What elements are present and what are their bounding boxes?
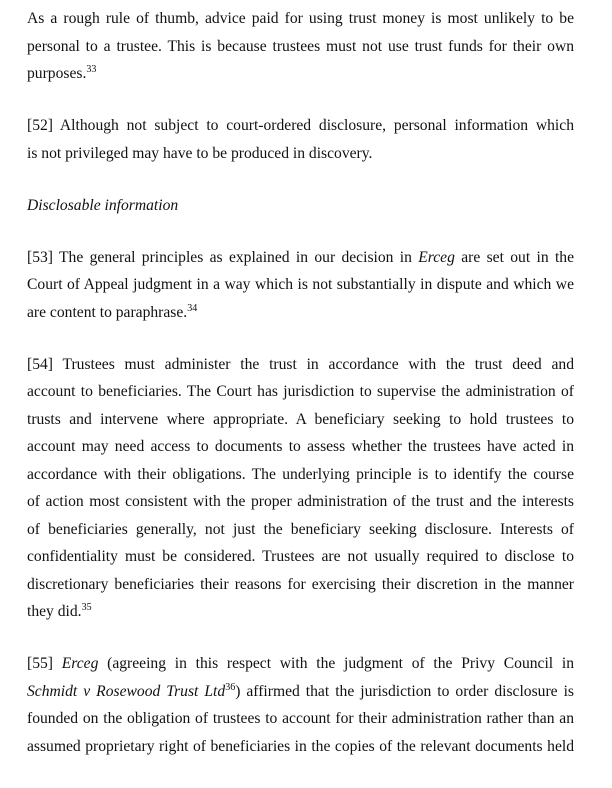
text-run: As a rough rule of thumb, advice paid for using trust money is most unlikely to be xyxy=(27,10,574,27)
text-run: of action most consistent with the proper administration of the trust and the interests xyxy=(27,493,574,510)
footnote-reference[interactable]: 36 xyxy=(225,681,236,693)
text-line xyxy=(27,601,574,629)
text-line xyxy=(27,195,574,223)
text-line xyxy=(27,354,574,382)
paragraph-para-55 xyxy=(27,653,574,763)
text-line xyxy=(27,519,574,547)
text-run: [54] Trustees must administer the trust in accordance with the trust deed and xyxy=(27,355,574,373)
text-run: are content to paraphrase. xyxy=(27,303,188,321)
footnote-reference[interactable]: 34 xyxy=(187,302,198,314)
text-run: account may need access to documents to assess whether the trustees have acted in xyxy=(27,438,574,455)
text-line xyxy=(27,143,574,171)
text-run: ) affirmed that the jurisdiction to order disclosure is xyxy=(235,682,574,700)
text-line xyxy=(27,546,574,574)
text-line xyxy=(27,736,574,764)
text-run: trusts and intervene where appropriate. A beneficiary seeking to hold trustees to xyxy=(27,410,574,428)
paragraph-para-53 xyxy=(27,247,574,330)
italic-text: Erceg xyxy=(418,248,455,266)
text-run: personal to a trustee. This is because trustees must not use trust funds for their own xyxy=(27,37,574,55)
text-line xyxy=(27,274,574,302)
text-run: is not privileged may have to be produced in discovery. xyxy=(27,144,373,162)
text-run: confidentiality must be considered. Trustees are not usually required to disclose to xyxy=(27,548,574,565)
text-run: (agreeing in this respect with the judgment of the Privy Council in xyxy=(98,655,574,672)
text-line xyxy=(27,574,574,602)
section-heading xyxy=(27,195,574,223)
text-line xyxy=(27,708,574,736)
text-run: founded on the obligation of trustees to account for their administration rather than an xyxy=(27,710,574,727)
text-run: [52] Although not subject to court-ordered disclosure, personal information which xyxy=(27,117,574,134)
text-run: [53] The general principles as explained in our decision in xyxy=(27,248,419,266)
text-line xyxy=(27,8,574,36)
text-line xyxy=(27,409,574,437)
text-line xyxy=(27,381,574,409)
text-run: they did. xyxy=(27,603,82,620)
italic-text: Erceg xyxy=(61,655,99,672)
text-run: purposes. xyxy=(27,65,87,82)
text-run: account to beneficiaries. The Court has jurisdiction to supervise the administration of xyxy=(27,383,574,400)
text-run: of beneficiaries generally, not just the beneficiary seeking disclosure. Interests of xyxy=(27,520,574,538)
text-line xyxy=(27,36,574,64)
text-line xyxy=(27,464,574,492)
text-run: Court of Appeal judgment in a way which is not substantially in dispute and which we xyxy=(27,276,574,293)
text-line xyxy=(27,491,574,519)
text-run: accordance with their obligations. The underlying principle is to identify the course xyxy=(27,465,574,483)
footnote-reference[interactable]: 35 xyxy=(81,602,92,613)
paragraph-intro xyxy=(27,8,574,91)
italic-text: Schmidt v Rosewood Trust Ltd xyxy=(27,682,226,700)
text-run: assumed proprietary right of beneficiaries in the copies of the relevant documents held xyxy=(27,737,574,755)
text-line xyxy=(27,63,574,91)
text-line xyxy=(27,436,574,464)
text-run: discretionary beneficiaries their reasons for exercising their discretion in the manner xyxy=(27,575,574,593)
footnote-reference[interactable]: 33 xyxy=(86,64,97,75)
paragraph-para-54 xyxy=(27,354,574,629)
text-line xyxy=(27,247,574,275)
text-line xyxy=(27,302,574,330)
text-run: [55] xyxy=(27,655,62,672)
text-run: Disclosable information xyxy=(27,196,179,214)
text-line xyxy=(27,681,574,709)
text-run: are set out in the xyxy=(454,248,574,266)
text-line xyxy=(27,653,574,681)
text-line xyxy=(27,115,574,143)
paragraph-para-52 xyxy=(27,115,574,170)
document-page xyxy=(27,8,574,788)
